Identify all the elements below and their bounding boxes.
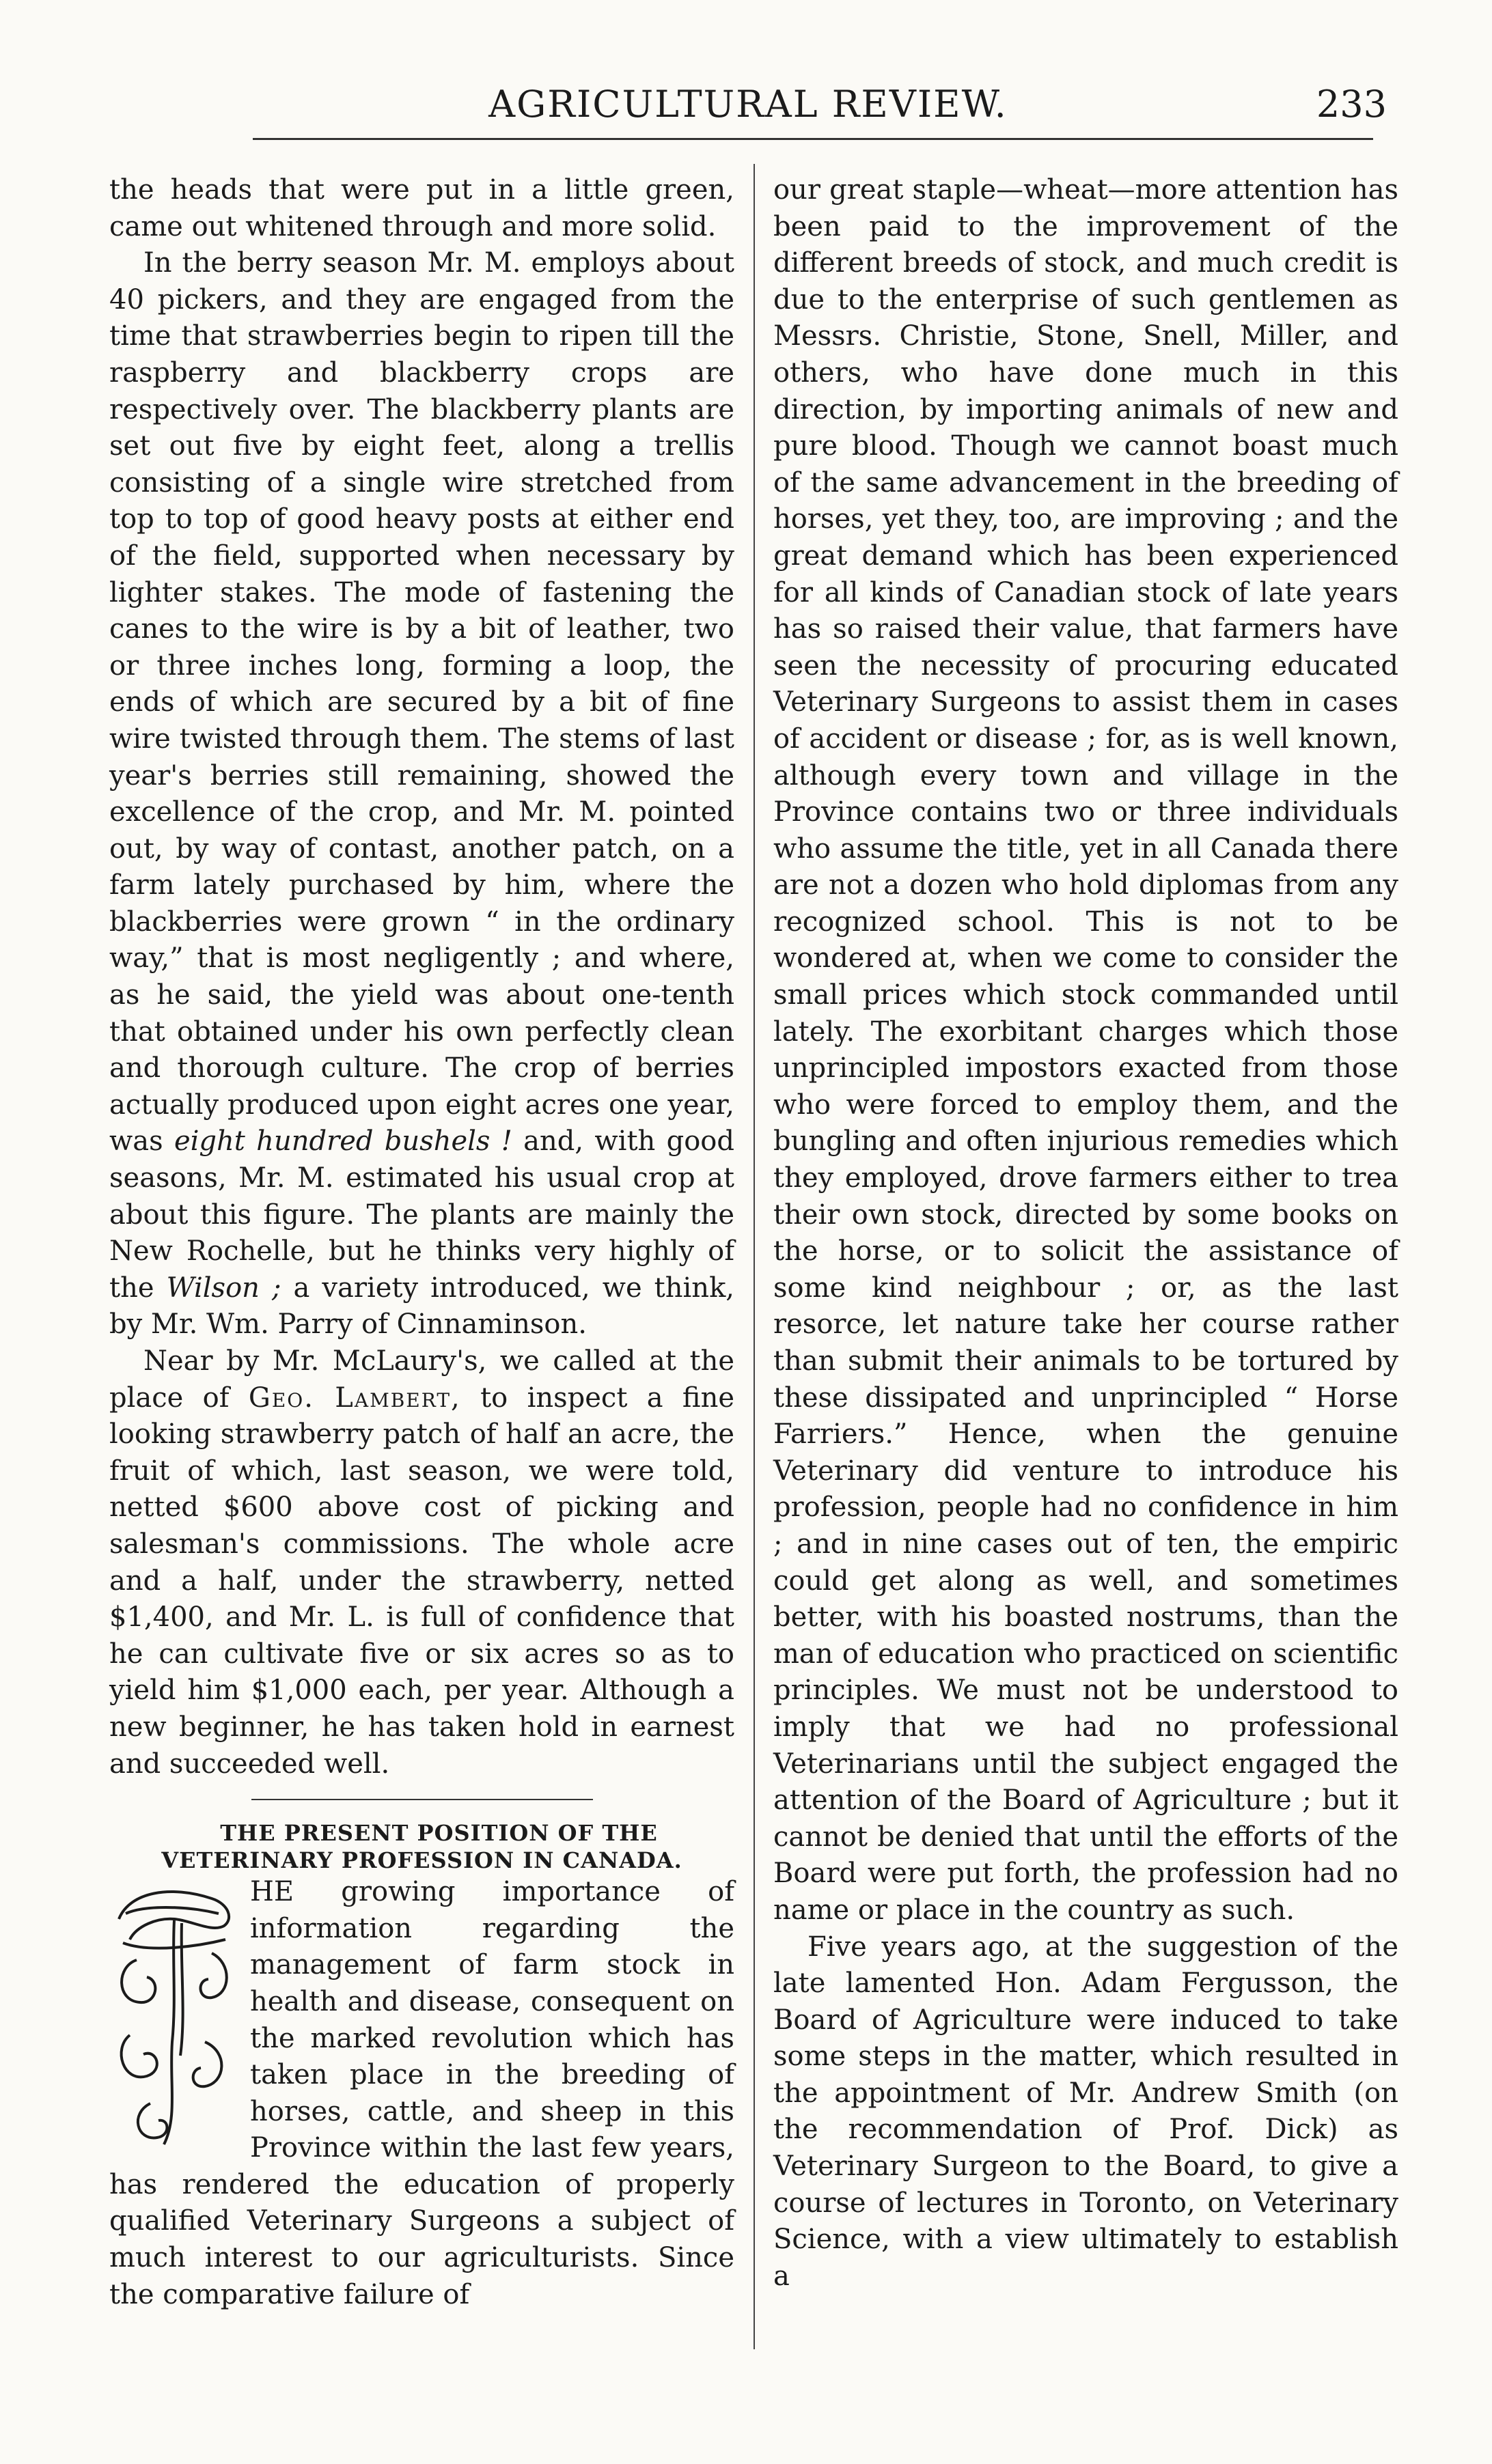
left-paragraph-3-text: Near by Mr. McLaury's, we called at the place of: [109, 1345, 734, 1414]
ornamental-initial-t-icon: [109, 1878, 239, 2161]
section-separator-rule: [251, 1799, 593, 1800]
right-column: [773, 172, 1398, 2295]
section-heading: THE PRESENT POSITION OF THE VETERINARY PROFESSION IN CANADA.: [161, 1820, 682, 1874]
running-head: [109, 81, 1387, 128]
left-paragraph-4: HE growing importance of information regarding the management of farm stock in health and disease, consequent on the marked revolution which has taken place in the breeding of horses, cattle, and sheep in this Province within the last few years, has rendered the education of properly qualified Veterinary Surgeons a subject of much interest to our agriculturists. Since the comparative failure of: [109, 1876, 734, 2310]
italic-wilson: Wilson ;: [166, 1272, 281, 1304]
italic-eight-hundred-bushels: eight hundred bushels !: [174, 1125, 512, 1158]
left-paragraph-3: [109, 1343, 734, 1782]
left-paragraph-3-text-b: to inspect a fine looking strawberry patch of half an acre, the fruit of which, last season, we were told, netted $600 above cost of picking and salesman's commissions. The whole acre and a half, under the strawberry, netted $1,400, and Mr. L. is full of confidence that he can cultivate five or six acres so as to yield him $1,000 each, per year. Although a new beginner, he has taken hold in earnest and succeeded well.: [109, 1382, 735, 1780]
left-paragraph-2-text-b: and, with good seasons, Mr. M. estimated his usual crop at about this figure. The plants are mainly the New Rochelle, but he thinks very highly of the: [109, 1125, 734, 1304]
name-geo-lambert: Geo. Lambert,: [248, 1382, 461, 1414]
running-title: AGRICULTURAL REVIEW.: [488, 83, 1008, 126]
column-divider: [754, 164, 755, 2349]
left-column: [109, 172, 734, 2313]
ornamental-initial-t: [109, 1878, 239, 2161]
article-opening: [109, 1874, 734, 2313]
left-paragraph-2-text-c: a variety introduced, we think, by Mr. Wm. Parry of Cinnaminson.: [109, 1272, 735, 1341]
right-paragraph-2: Five years ago, at the suggestion of the late lamented Hon. Adam Fergusson, the Board of Agriculture were induced to take some steps in the matter, which resulted in the appointment of Mr. Andrew Smith (on the recommendation of Prof. Dick) as Veterinary Surgeon to the Board, to give a course of lectures in Toronto, on Veterinary Science, with a view ultimately to establish a: [773, 1931, 1398, 2292]
right-paragraph-1: our great staple—wheat—more attention has been paid to the improvement of the different breeds of stock, and much credit is due to the enterprise of such gentlemen as Messrs. Christie, Stone, Snell, Miller, and others, who have done much in this direction, by importing animals of new and pure blood. Though we cannot boast much of the same advancement in the breeding of horses, yet they, too, are improving ; and the great demand which has been experienced for all kinds of Canadian stock of late years has so raised their value, that farmers have seen the necessity of procuring educated Veterinary Surgeons to assist them in cases of accident or disease ; for, as is well known, although every town and village in the Province contains two or three individuals who assume the title, yet in all Canada there are not a dozen who hold diplomas from any recognized school. This is not to be wondered at, when we come to consider the small prices which stock commanded until lately. The exorbitant charges which those unprincipled impostors exacted from those who were forced to employ them, and the bungling and often injurious remedies which they employed, drove farmers either to trea their own stock, directed by some books on the horse, or to solicit the assistance of some kind neighbour ; or, as the last resorce, let nature take her course rather than submit their animals to be tortured by these dissipated and unprincipled “ Horse Farriers.” Hence, when the genuine Veterinary did venture to introduce his profession, people had no confidence in him ; and in nine cases out of ten, the empiric could get along as well, and sometimes better, with his boasted nostrums, than the man of education who practiced on scientific principles. We must not be understood to imply that we had no professional Veterinarians until the subject engaged the attention of the Board of Agriculture ; but it cannot be denied that until the efforts of the Board were put forth, the profession had no name or place in the country as such.: [773, 174, 1398, 1926]
left-paragraph-2-text: In the berry season Mr. M. employs about 40 pickers, and they are engaged from the time that strawberries begin to ripen till the raspberry and blackberry crops are respectively over. The blackberry plants are set out five by eight feet, along a trellis consisting of a single wire stretched from top to top of good heavy posts at either end of the field, supported when necessary by lighter stakes. The mode of fastening the canes to the wire is by a bit of leather, two or three inches long, forming a loop, the ends of which are secured by a bit of fine wire twisted through them. The stems of last year's berries still remaining, showed the excellence of the crop, and Mr. M. pointed out, by way of contast, another patch, on a farm lately purchased by him, where the blackberries were grown “ in the ordinary way,” that is most negligently ; and where, as he said, the yield was about one-tenth that obtained under his own perfectly clean and thorough culture. The crop of berries actually produced upon eight acres one year, was: [109, 247, 734, 1158]
page-number: 233: [1316, 83, 1387, 126]
header-rule: [253, 138, 1373, 140]
left-paragraph-2: [109, 245, 734, 1343]
left-paragraph-1: the heads that were put in a little green, came out whitened through and more solid.: [109, 174, 734, 242]
